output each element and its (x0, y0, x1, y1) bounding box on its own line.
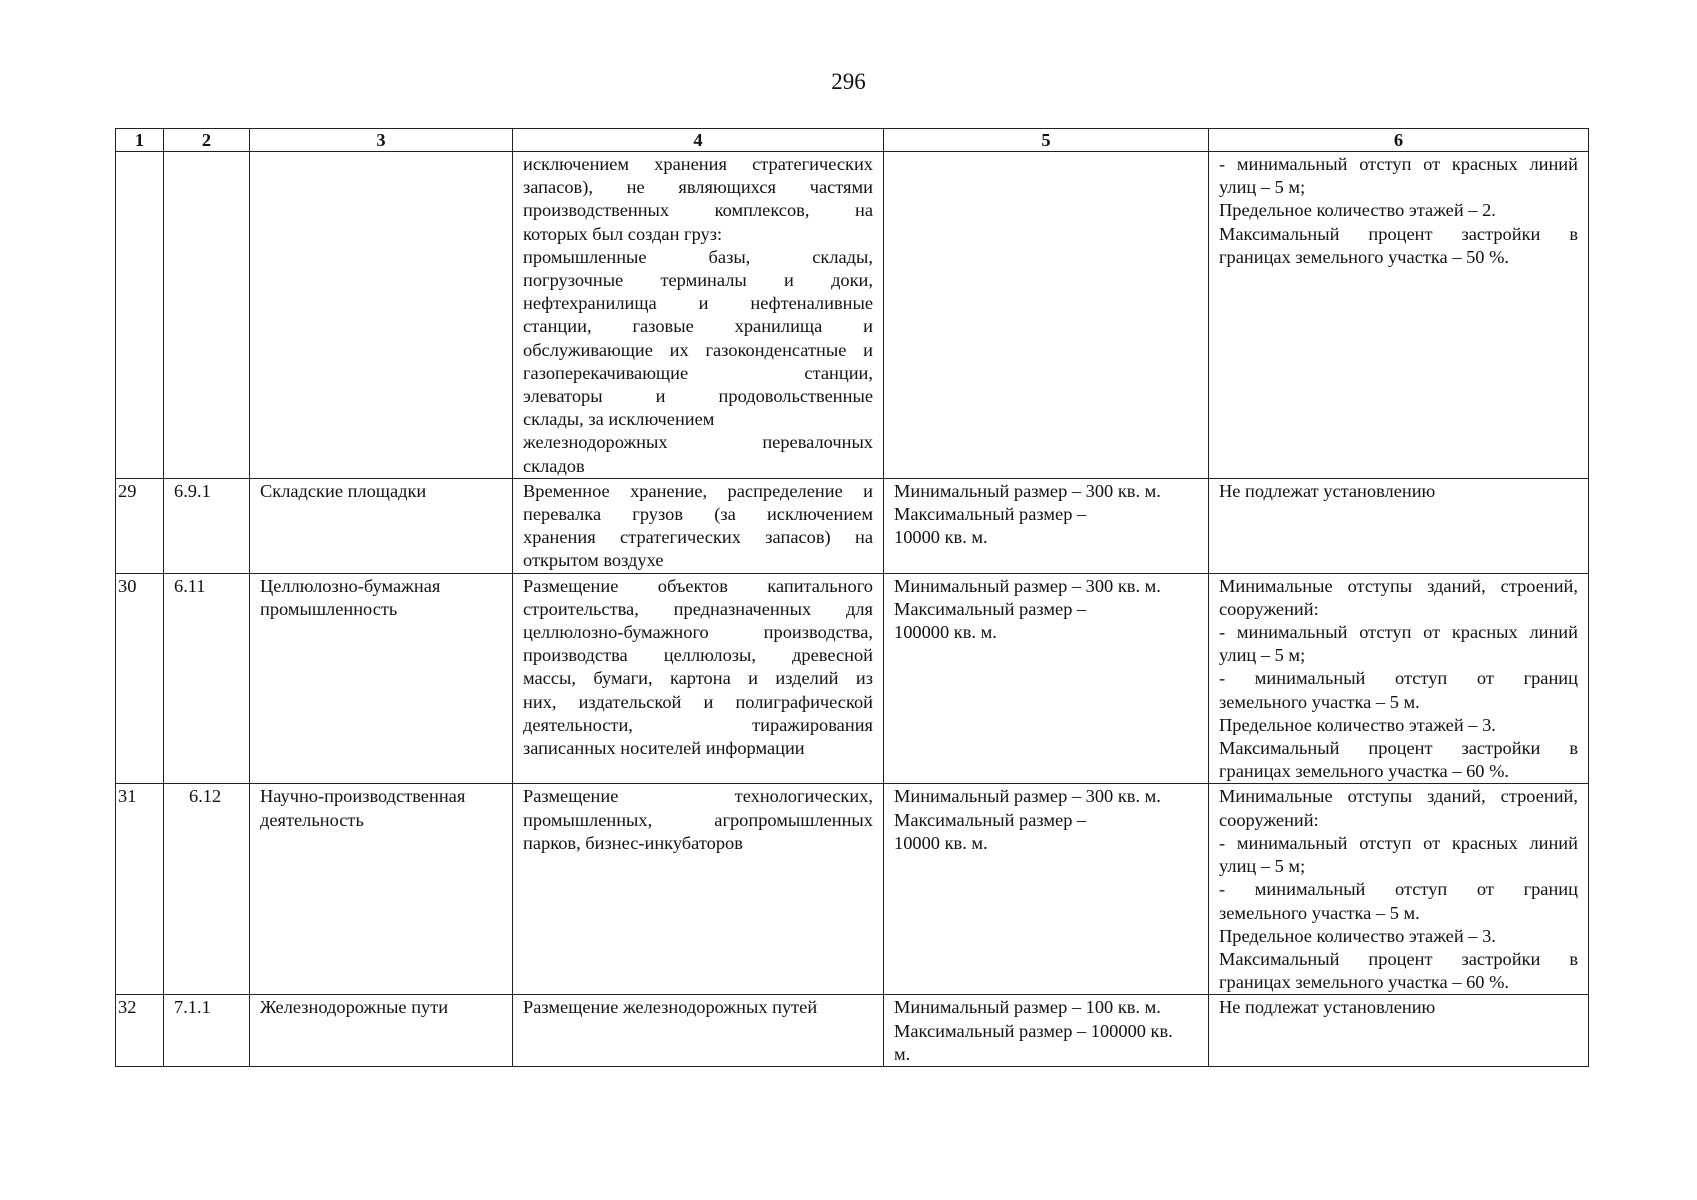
text-line: Минимальные отступы зданий, строений, (1219, 575, 1578, 596)
text-line: земельного участка – 5 м. (1219, 691, 1420, 712)
cell-plot-size (884, 784, 1209, 995)
cell-parameters (1209, 152, 1589, 479)
text-line: газоперекачивающие станции, (523, 362, 873, 383)
cell-name (250, 152, 513, 479)
text-line: записанных носителей информации (523, 738, 805, 759)
text-line: элеваторы и продовольственные (523, 386, 873, 407)
text-line: Предельное количество этажей – 3. (1219, 714, 1496, 735)
table-row (116, 573, 1589, 784)
cell-description (513, 784, 884, 995)
text-line: 100000 кв. м. (894, 622, 997, 643)
text-line: - минимальный отступ от красных линий (1219, 154, 1578, 174)
text-line: улиц – 5 м; (1219, 177, 1306, 198)
table-row (116, 784, 1589, 995)
text-line: станции, газовые хранилища и (523, 316, 873, 337)
header-col-5: 5 (884, 129, 1209, 152)
cell-num: 30 (116, 573, 164, 784)
text-line: - минимальный отступ от границ (1219, 879, 1578, 900)
land-use-table (115, 128, 1589, 1067)
cell-num (116, 152, 164, 479)
text-line: Размещение железнодорожных путей (523, 997, 818, 1018)
header-row (116, 129, 1589, 152)
text-line: Максимальный размер – (894, 809, 1087, 830)
header-col-3: 3 (250, 129, 513, 152)
header-col-4: 4 (513, 129, 884, 152)
cell-name: Складские площадки (250, 478, 513, 573)
cell-code: 6.12 (164, 784, 250, 995)
text-line: Размещение технологических, (523, 786, 873, 807)
text-line: Размещение объектов капитального (523, 575, 873, 596)
text-line: Минимальный размер – 300 кв. м. (894, 575, 1161, 596)
text-line: границах земельного участка – 50 %. (1219, 246, 1510, 267)
text-line: Не подлежат установлению (1219, 997, 1436, 1018)
table-row (116, 478, 1589, 573)
text-line: границах земельного участка – 60 %. (1219, 972, 1510, 993)
text-line: Предельное количество этажей – 3. (1219, 925, 1496, 946)
text-line: Минимальный размер – 100 кв. м. (894, 997, 1161, 1018)
text-line: погрузочные терминалы и доки, (523, 270, 873, 291)
text-line: открытом воздухе (523, 550, 664, 571)
text-line: обслуживающие их газоконденсатные и (523, 339, 873, 360)
text-line: Временное хранение, распределение и (523, 480, 873, 501)
text-line: складов (523, 455, 585, 476)
cell-description (513, 995, 884, 1067)
text-line: массы, бумаги, картона и изделий из (523, 668, 873, 689)
cell-code (164, 152, 250, 479)
text-line: хранения стратегических запасов) на (523, 527, 873, 548)
text-line: Максимальный размер – (894, 598, 1087, 619)
cell-description (513, 152, 884, 479)
text-line: - минимальный отступ от красных линий (1219, 622, 1578, 643)
text-line: целлюлозно-бумажного производства, (523, 622, 873, 643)
cell-parameters (1209, 478, 1589, 573)
text-line: Предельное количество этажей – 2. (1219, 200, 1496, 221)
text-line: земельного участка – 5 м. (1219, 902, 1420, 923)
text-line: - минимальный отступ от границ (1219, 668, 1578, 689)
cell-name: Железнодорожные пути (250, 995, 513, 1067)
text-line: железнодорожных перевалочных (523, 432, 873, 453)
text-line: производства целлюлозы, древесной (523, 645, 873, 666)
page-number: 296 (831, 69, 866, 94)
text-line: улиц – 5 м; (1219, 856, 1306, 877)
cell-plot-size (884, 573, 1209, 784)
cell-description (513, 573, 884, 784)
text-line: исключением хранения стратегических (523, 154, 873, 174)
cell-num: 32 (116, 995, 164, 1067)
cell-code: 6.11 (164, 573, 250, 784)
cell-name: Научно-производственная деятельность (250, 784, 513, 995)
text-line: сооружений: (1219, 809, 1319, 830)
text-line: сооружений: (1219, 598, 1319, 619)
text-line: промышленные базы, склады, (523, 246, 873, 267)
table-row (116, 995, 1589, 1067)
text-line: промышленных, агропромышленных (523, 809, 873, 830)
cell-parameters (1209, 784, 1589, 995)
text-line: нефтехранилища и нефтеналивные (523, 293, 873, 314)
text-line: Минимальный размер – 300 кв. м. (894, 480, 1161, 501)
header-col-6: 6 (1209, 129, 1589, 152)
text-line: них, издательской и полиграфической (523, 691, 873, 712)
table-row-continuation (116, 152, 1589, 479)
text-line: 10000 кв. м. (894, 527, 988, 548)
text-line: - минимальный отступ от красных линий (1219, 832, 1578, 853)
cell-plot-size (884, 152, 1209, 479)
cell-parameters (1209, 995, 1589, 1067)
cell-code: 6.9.1 (164, 478, 250, 573)
cell-plot-size (884, 995, 1209, 1067)
text-line: 10000 кв. м. (894, 832, 988, 853)
text-line: Максимальный процент застройки в (1219, 223, 1578, 244)
cell-description (513, 478, 884, 573)
header-col-2: 2 (164, 129, 250, 152)
text-line: границах земельного участка – 60 %. (1219, 761, 1510, 782)
cell-num: 31 (116, 784, 164, 995)
text-line: склады, за исключением (523, 409, 715, 430)
text-line: деятельности, тиражирования (523, 714, 873, 735)
text-line: Максимальный размер – (894, 504, 1087, 525)
cell-name: Целлюлозно-бумажная промышленность (250, 573, 513, 784)
text-line: Максимальный размер – 100000 кв. (894, 1020, 1173, 1041)
text-line: Не подлежат установлению (1219, 480, 1436, 501)
cell-parameters (1209, 573, 1589, 784)
cell-code: 7.1.1 (164, 995, 250, 1067)
text-line: улиц – 5 м; (1219, 645, 1306, 666)
text-line: Максимальный процент застройки в (1219, 738, 1578, 759)
cell-plot-size (884, 478, 1209, 573)
text-line: которых был создан груз: (523, 223, 723, 244)
cell-num: 29 (116, 478, 164, 573)
text-line: парков, бизнес-инкубаторов (523, 832, 743, 853)
text-line: запасов), не являющихся частями (523, 177, 873, 198)
text-line: перевалка грузов (за исключением (523, 504, 873, 525)
text-line: Минимальный размер – 300 кв. м. (894, 786, 1161, 807)
text-line: строительства, предназначенных для (523, 598, 873, 619)
text-line: Максимальный процент застройки в (1219, 948, 1578, 969)
header-col-1: 1 (116, 129, 164, 152)
text-line: производственных комплексов, на (523, 200, 873, 221)
text-line: Минимальные отступы зданий, строений, (1219, 786, 1578, 807)
text-line: м. (894, 1043, 911, 1064)
